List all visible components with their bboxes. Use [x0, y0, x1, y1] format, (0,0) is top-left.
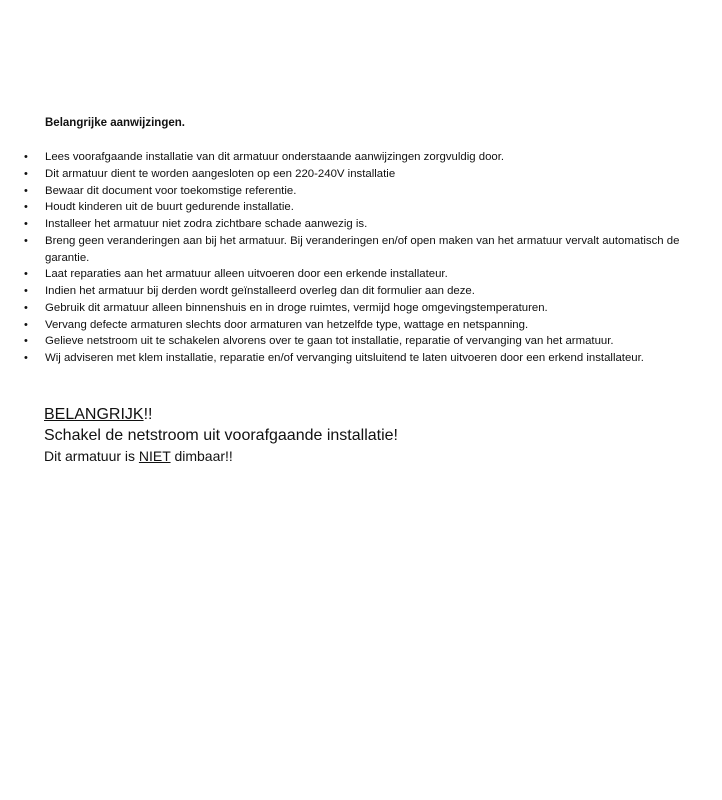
warning-not-dimmable-suffix: dimbaar!!	[170, 448, 233, 464]
bullet-icon: •	[24, 218, 28, 230]
list-item	[22, 233, 712, 267]
warning-not-dimmable	[44, 447, 398, 465]
list-item	[22, 149, 712, 166]
list-item-text: Laat reparaties aan het armatuur alleen uitvoeren door een erkende installateur.	[45, 268, 448, 281]
list-item	[22, 166, 712, 183]
list-item-text: Breng geen veranderingen aan bij het armatuur. Bij veranderingen en/of open maken van het armatuur vervalt automatisch de garantie.	[45, 234, 683, 264]
list-item-text: Installeer het armatuur niet zodra zichtbare schade aanwezig is.	[45, 218, 368, 230]
list-item-text: Lees voorafgaande installatie van dit armatuur onderstaande aanwijzingen zorgvuldig door.	[45, 151, 505, 163]
list-item	[22, 266, 712, 283]
list-item-text: Indien het armatuur bij derden wordt geïnstalleerd overleg dan dit formulier aan deze.	[45, 285, 475, 297]
bullet-icon: •	[24, 318, 28, 331]
bullet-icon: •	[24, 301, 28, 314]
instruction-list	[22, 149, 712, 367]
list-item-text: Bewaar dit document voor toekomstige referentie.	[45, 184, 297, 197]
bullet-icon: •	[24, 151, 28, 163]
list-item	[22, 183, 712, 200]
warning-title	[44, 405, 398, 425]
list-item-text: Wij adviseren met klem installatie, reparatie en/of vervanging uitsluitend te laten uitvoeren door een erkend installateur.	[45, 352, 644, 364]
list-item	[22, 333, 712, 350]
bullet-icon: •	[24, 268, 28, 281]
list-item-text: Gelieve netstroom uit te schakelen alvorens over te gaan tot installatie, reparatie of vervanging van het armatuur.	[45, 335, 614, 348]
list-item	[22, 317, 712, 334]
bullet-icon: •	[24, 167, 28, 180]
list-item	[22, 216, 712, 233]
warning-not-dimmable-prefix: Dit armatuur is	[44, 448, 139, 464]
warning-not-dimmable-emphasis: NIET	[138, 448, 171, 464]
list-item	[22, 350, 712, 367]
section-heading: Belangrijke aanwijzingen.	[45, 117, 185, 129]
list-item	[22, 300, 712, 317]
list-item-text: Dit armatuur dient te worden aangesloten op een 220-240V installatie	[45, 167, 396, 180]
list-item-text: Houdt kinderen uit de buurt gedurende installatie.	[45, 201, 294, 214]
warning-title-suffix: !!	[143, 406, 153, 423]
bullet-icon: •	[24, 352, 28, 364]
bullet-icon: •	[24, 184, 28, 197]
bullet-icon: •	[24, 201, 28, 214]
list-item	[22, 283, 712, 300]
list-item-text: Gebruik dit armatuur alleen binnenshuis en in droge ruimtes, vermijd hoge omgevingstemperaturen.	[45, 301, 548, 314]
warning-title-underlined: BELANGRIJK	[44, 406, 144, 423]
bullet-icon: •	[24, 335, 28, 348]
warning-power-off: Schakel de netstroom uit voorafgaande installatie!	[44, 427, 398, 444]
warning-block	[44, 405, 398, 465]
list-item-text: Vervang defecte armaturen slechts door armaturen van hetzelfde type, wattage en netspanning.	[45, 318, 529, 331]
list-item	[22, 199, 712, 216]
bullet-icon: •	[24, 285, 28, 297]
bullet-icon: •	[24, 234, 28, 247]
